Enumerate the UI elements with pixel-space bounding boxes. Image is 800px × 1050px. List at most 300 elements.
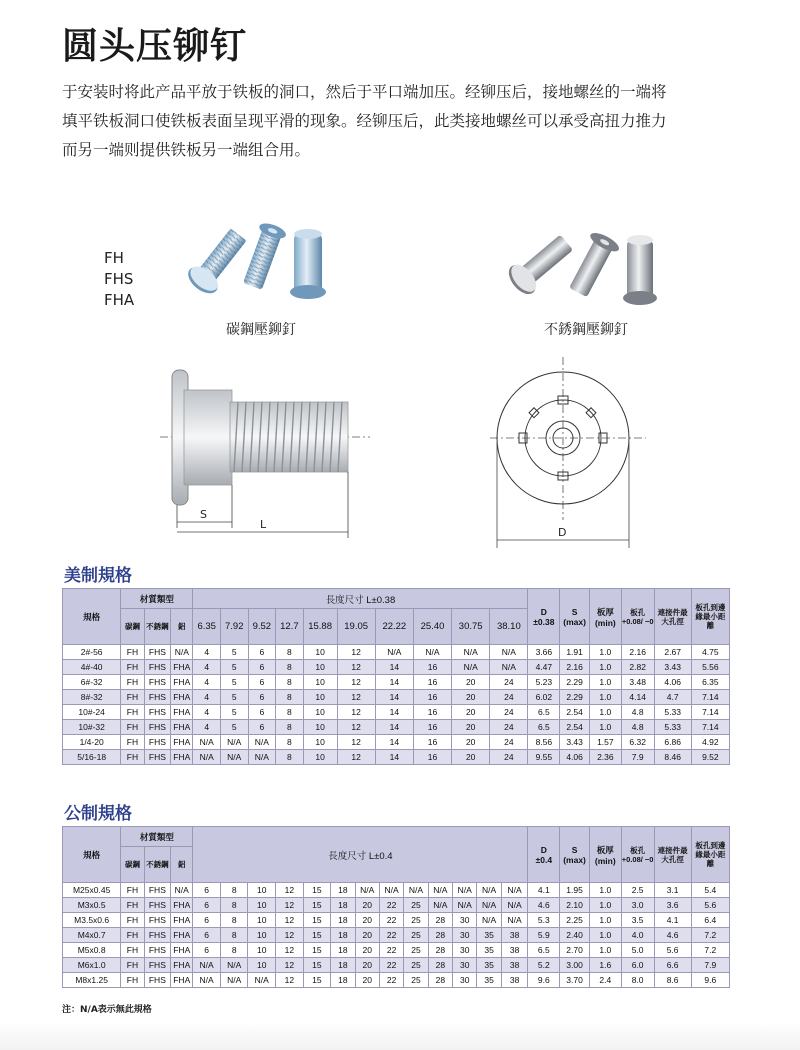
table-cell: 7.9 (691, 958, 729, 973)
table-cell: N/A (193, 958, 221, 973)
hole-header (621, 589, 654, 645)
table-cell: 3.66 (528, 645, 560, 660)
table-cell: FH (121, 645, 144, 660)
table-cell: 4.06 (560, 750, 590, 765)
table-cell: 20 (452, 675, 490, 690)
table-cell: 4#-40 (63, 660, 121, 675)
table-cell: 3.6 (654, 898, 691, 913)
table-cell: 9.52 (691, 750, 729, 765)
table-cell: FHA (171, 958, 193, 973)
table-cell: FH (121, 898, 144, 913)
table-cell: 5.2 (528, 958, 560, 973)
us-section-title: 美制規格 (64, 566, 132, 586)
table-cell: N/A (375, 645, 413, 660)
table-cell: 22 (379, 898, 403, 913)
table-cell: N/A (171, 645, 193, 660)
d-tolerance: ±0.4 (535, 854, 553, 865)
table-cell: 10 (303, 690, 337, 705)
table-cell: FH (121, 943, 144, 958)
table-cell: 16 (413, 735, 451, 750)
table-cell: 20 (355, 958, 379, 973)
table-cell: 28 (428, 928, 452, 943)
table-cell: 10 (248, 943, 276, 958)
table-cell: 25 (404, 943, 428, 958)
table-cell: 6 (193, 928, 221, 943)
aluminum-header: 鋁 (171, 609, 193, 645)
table-cell: 12 (276, 973, 304, 988)
table-cell: 9.6 (528, 973, 560, 988)
table-cell: 3.48 (621, 675, 654, 690)
footnote: 注：N/A表示無此規格 (62, 1005, 152, 1015)
table-cell: 1.0 (589, 898, 621, 913)
table-cell: FHA (171, 943, 193, 958)
table-cell: 20 (452, 690, 490, 705)
table-cell: FHS (144, 928, 171, 943)
carbon-header: 碳鋼 (121, 847, 144, 883)
table-cell: 25 (404, 913, 428, 928)
table-row (63, 943, 730, 958)
table-cell: 10 (303, 660, 337, 675)
table-cell: 1.0 (589, 660, 621, 675)
table-cell: 12 (276, 943, 304, 958)
dimension-d: D (558, 526, 567, 539)
table-cell: FHA (171, 675, 193, 690)
table-cell: FHS (144, 958, 171, 973)
table-cell: 10 (248, 883, 276, 898)
hole-header (621, 827, 654, 883)
thickness-sub: (min) (594, 855, 616, 866)
table-cell: FH (121, 675, 144, 690)
series-label-fh: FH (104, 249, 124, 267)
table-cell: N/A (193, 973, 221, 988)
us-table-body (63, 645, 730, 765)
d-tolerance: ±0.38 (533, 616, 555, 627)
table-cell: 7.14 (691, 705, 729, 720)
table-cell: 5.4 (691, 883, 729, 898)
table-cell: 3.1 (654, 883, 691, 898)
table-cell: FH (121, 690, 144, 705)
s-sub: (max) (563, 854, 586, 865)
table-cell: 10 (303, 720, 337, 735)
table-cell: 12 (337, 750, 375, 765)
table-cell: 18 (331, 928, 355, 943)
table-cell: 8 (276, 660, 304, 675)
d-label: D (540, 606, 547, 617)
table-cell: 6.5 (528, 943, 560, 958)
table-cell: N/A (413, 645, 451, 660)
table-cell: 14 (375, 690, 413, 705)
table-cell: 20 (452, 750, 490, 765)
table-cell: 2.36 (589, 750, 621, 765)
table-cell: 14 (375, 675, 413, 690)
length-col-header: 6.35 (193, 609, 221, 645)
table-cell: 5.0 (621, 943, 654, 958)
table-cell: 4.06 (654, 675, 691, 690)
table-cell: 4 (193, 660, 221, 675)
table-cell: FHA (171, 660, 193, 675)
table-cell: 8 (220, 943, 248, 958)
spec-header: 規格 (63, 589, 121, 645)
length-col-header: 25.40 (413, 609, 451, 645)
length-col-header: 7.92 (220, 609, 248, 645)
table-cell: M3x0.5 (63, 898, 121, 913)
table-cell: 4.7 (654, 690, 691, 705)
table-cell: 12 (337, 675, 375, 690)
edge-header: 板孔到邊緣最小距離 (691, 827, 729, 883)
table-cell: 18 (331, 958, 355, 973)
table-cell: 2.70 (560, 943, 590, 958)
table-cell: 8 (220, 928, 248, 943)
table-cell: 15 (303, 958, 331, 973)
table-cell: 8 (276, 720, 304, 735)
table-cell: 8 (220, 883, 248, 898)
table-cell: 15 (303, 883, 331, 898)
table-cell: FH (121, 913, 144, 928)
table-cell: 7.14 (691, 690, 729, 705)
table-cell: FHS (144, 943, 171, 958)
table-cell: 12 (337, 735, 375, 750)
table-cell: 15 (303, 928, 331, 943)
thickness-header (589, 589, 621, 645)
table-cell: 6.35 (691, 675, 729, 690)
fastener-header: 連接件最大孔徑 (654, 827, 691, 883)
table-cell: N/A (193, 735, 221, 750)
table-cell: N/A (355, 883, 379, 898)
table-cell: M25x0.45 (63, 883, 121, 898)
hole-label: 板孔 (630, 845, 646, 855)
aluminum-header: 鋁 (171, 847, 193, 883)
table-cell: N/A (477, 913, 501, 928)
table-cell: 12 (337, 660, 375, 675)
table-cell: 4.8 (621, 720, 654, 735)
table-cell: FH (121, 883, 144, 898)
table-cell: 8 (220, 898, 248, 913)
table-cell: 20 (355, 943, 379, 958)
table-cell: N/A (501, 898, 528, 913)
table-cell: FHS (144, 660, 171, 675)
table-cell: 10#-32 (63, 720, 121, 735)
table-cell: 24 (490, 690, 528, 705)
table-cell: N/A (490, 645, 528, 660)
metric-spec-table (62, 826, 730, 988)
table-cell: 6.32 (621, 735, 654, 750)
table-cell: 5 (220, 645, 248, 660)
table-cell: 3.00 (560, 958, 590, 973)
carbon-header: 碳鋼 (121, 609, 144, 645)
table-row (63, 898, 730, 913)
table-cell: N/A (248, 750, 276, 765)
table-cell: 4 (193, 690, 221, 705)
table-cell: N/A (404, 883, 428, 898)
table-cell: 10 (248, 928, 276, 943)
table-cell: 14 (375, 735, 413, 750)
table-cell: 6 (248, 720, 276, 735)
dimension-s: S (200, 508, 207, 521)
edge-header: 板孔到邊緣最小距離 (691, 589, 729, 645)
table-cell: FHA (171, 690, 193, 705)
us-spec-table (62, 588, 730, 765)
table-cell: FHS (144, 675, 171, 690)
table-cell: 5.33 (654, 720, 691, 735)
stainless-steel-studs-image (500, 222, 670, 314)
table-cell: 25 (404, 958, 428, 973)
s-header (560, 589, 590, 645)
table-cell: 2.67 (654, 645, 691, 660)
table-cell: 8.0 (621, 973, 654, 988)
table-cell: 28 (428, 913, 452, 928)
length-col-header: 15.88 (303, 609, 337, 645)
table-cell: 20 (355, 973, 379, 988)
dimension-l: L (260, 518, 267, 531)
table-cell: FH (121, 958, 144, 973)
table-cell: 2.40 (560, 928, 590, 943)
table-cell: 10 (248, 958, 276, 973)
table-cell: FHA (171, 705, 193, 720)
table-cell: 2.54 (560, 705, 590, 720)
table-cell: FH (121, 705, 144, 720)
table-cell: 30 (453, 958, 477, 973)
table-cell: M8x1.25 (63, 973, 121, 988)
table-cell: 1.0 (589, 913, 621, 928)
table-cell: 4.47 (528, 660, 560, 675)
table-cell: 22 (379, 913, 403, 928)
table-cell: 2.54 (560, 720, 590, 735)
length-col-header: 22.22 (375, 609, 413, 645)
side-view-drawing (150, 360, 380, 540)
table-cell: 2.25 (560, 913, 590, 928)
table-cell: 35 (477, 943, 501, 958)
table-cell: FH (121, 660, 144, 675)
table-cell: 7.2 (691, 943, 729, 958)
table-cell: 4.92 (691, 735, 729, 750)
table-cell: 12 (276, 898, 304, 913)
table-row (63, 705, 730, 720)
table-cell: 10 (303, 675, 337, 690)
length-col-header: 9.52 (248, 609, 276, 645)
table-cell: N/A (193, 750, 221, 765)
stud-2 (564, 229, 622, 300)
stud-3 (623, 235, 657, 305)
table-cell: 24 (490, 705, 528, 720)
table-cell: N/A (220, 958, 248, 973)
table-cell: 5.6 (691, 898, 729, 913)
table-cell: 35 (477, 973, 501, 988)
table-cell: 5 (220, 675, 248, 690)
series-label-fhs: FHS (104, 270, 134, 288)
table-cell: 9.6 (691, 973, 729, 988)
table-row (63, 690, 730, 705)
table-cell: 20 (355, 898, 379, 913)
table-cell: 24 (490, 750, 528, 765)
table-cell: 1.0 (589, 720, 621, 735)
table-row (63, 675, 730, 690)
table-cell: 1.0 (589, 675, 621, 690)
table-cell: 25 (404, 898, 428, 913)
table-cell: FHS (144, 690, 171, 705)
caption-stainless-steel: 不銹鋼壓鉚釘 (544, 322, 628, 338)
table-cell: N/A (452, 660, 490, 675)
table-cell: N/A (428, 898, 452, 913)
table-cell: N/A (452, 645, 490, 660)
table-cell: 3.43 (654, 660, 691, 675)
table-cell: 1.0 (589, 928, 621, 943)
table-cell: FH (121, 750, 144, 765)
table-cell: 24 (490, 720, 528, 735)
table-cell: N/A (477, 883, 501, 898)
table-cell: N/A (428, 883, 452, 898)
table-cell: 1.91 (560, 645, 590, 660)
table-cell: FHS (144, 645, 171, 660)
table-cell: 12 (276, 958, 304, 973)
table-cell: 20 (355, 913, 379, 928)
table-cell: 8.6 (654, 973, 691, 988)
table-cell: 2#-56 (63, 645, 121, 660)
table-cell: 8 (276, 645, 304, 660)
top-view-drawing (488, 352, 648, 552)
table-cell: 5 (220, 660, 248, 675)
table-cell: 22 (379, 943, 403, 958)
table-cell: 4 (193, 720, 221, 735)
table-cell: 8.46 (654, 750, 691, 765)
table-cell: FHA (171, 720, 193, 735)
table-cell: 25 (404, 973, 428, 988)
table-cell: 8 (276, 705, 304, 720)
table-cell: 35 (477, 928, 501, 943)
table-cell: 5/16-18 (63, 750, 121, 765)
s-header (560, 827, 590, 883)
table-cell: 6 (248, 645, 276, 660)
material-header: 材質類型 (121, 589, 193, 609)
table-cell: 16 (413, 750, 451, 765)
table-cell: 14 (375, 660, 413, 675)
table-cell: 24 (490, 735, 528, 750)
length-col-header: 12.7 (276, 609, 304, 645)
table-cell: 1.0 (589, 645, 621, 660)
caption-carbon-steel: 碳鋼壓鉚釘 (226, 322, 296, 338)
table-cell: 18 (331, 943, 355, 958)
table-cell: FH (121, 928, 144, 943)
table-cell: 6 (193, 883, 221, 898)
stainless-header: 不銹鋼 (144, 609, 171, 645)
description-line: 于安装时将此产品平放于铁板的洞口，然后于平口端加压。经铆压后，接地螺丝的一端将 (62, 83, 667, 101)
page-title: 圆头压铆钉 (62, 26, 248, 67)
table-cell: N/A (453, 898, 477, 913)
table-cell: 2.4 (589, 973, 621, 988)
table-cell: 5.3 (528, 913, 560, 928)
table-cell: 30 (453, 913, 477, 928)
length-col-header: 19.05 (337, 609, 375, 645)
table-cell: 15 (303, 943, 331, 958)
table-cell: 12 (276, 913, 304, 928)
table-row (63, 973, 730, 988)
table-row (63, 913, 730, 928)
table-cell: 10 (248, 898, 276, 913)
table-cell: 5 (220, 720, 248, 735)
table-cell: 2.29 (560, 690, 590, 705)
table-row (63, 645, 730, 660)
s-label: S (571, 844, 578, 855)
table-cell: N/A (501, 913, 528, 928)
table-cell: 5.33 (654, 705, 691, 720)
table-cell: 10 (303, 645, 337, 660)
description-line: 而另一端则提供铁板另一端组合用。 (62, 141, 311, 159)
table-cell: 2.16 (560, 660, 590, 675)
table-cell: 6 (248, 690, 276, 705)
table-cell: 6 (193, 898, 221, 913)
table-cell: 6#-32 (63, 675, 121, 690)
stainless-header: 不銹鋼 (144, 847, 171, 883)
series-label-fha: FHA (104, 291, 135, 309)
table-cell: 10 (248, 913, 276, 928)
table-cell: 1.0 (589, 943, 621, 958)
table-cell: 6 (193, 913, 221, 928)
table-cell: 4.6 (528, 898, 560, 913)
thickness-sub: (min) (594, 617, 616, 628)
table-cell: 1.0 (589, 883, 621, 898)
table-cell: M3.5x0.6 (63, 913, 121, 928)
table-cell: 6.02 (528, 690, 560, 705)
table-cell: 16 (413, 660, 451, 675)
table-cell: 12 (337, 690, 375, 705)
table-cell: 3.70 (560, 973, 590, 988)
fastener-header: 連接件最大孔徑 (654, 589, 691, 645)
table-cell: 6 (248, 675, 276, 690)
length-col-header: 30.75 (452, 609, 490, 645)
table-cell: M4x0.7 (63, 928, 121, 943)
table-cell: 5 (220, 705, 248, 720)
table-cell: 6 (248, 660, 276, 675)
table-cell: FH (121, 735, 144, 750)
table-cell: 20 (452, 720, 490, 735)
table-cell: N/A (220, 750, 248, 765)
table-cell: FH (121, 720, 144, 735)
table-cell: 5 (220, 690, 248, 705)
stud-2 (239, 220, 288, 291)
table-row (63, 883, 730, 898)
table-cell: N/A (220, 735, 248, 750)
table-cell: FHA (171, 928, 193, 943)
table-row (63, 735, 730, 750)
thickness-header (589, 827, 621, 883)
table-cell: 8#-32 (63, 690, 121, 705)
table-cell: 20 (452, 735, 490, 750)
material-header: 材質類型 (121, 827, 193, 847)
table-cell: 7.14 (691, 720, 729, 735)
table-cell: 18 (331, 883, 355, 898)
s-label: S (571, 606, 578, 617)
table-cell: 1/4-20 (63, 735, 121, 750)
table-cell: 22 (379, 928, 403, 943)
table-cell: 30 (453, 973, 477, 988)
table-cell: 8.56 (528, 735, 560, 750)
table-cell: FHS (144, 735, 171, 750)
table-cell: 15 (303, 898, 331, 913)
table-cell: 2.10 (560, 898, 590, 913)
table-cell: 7.2 (691, 928, 729, 943)
table-cell: 4.8 (621, 705, 654, 720)
table-cell: 4.1 (528, 883, 560, 898)
table-cell: 5.56 (691, 660, 729, 675)
table-cell: M6x1.0 (63, 958, 121, 973)
carbon-steel-studs-image (180, 218, 340, 313)
table-cell: 20 (355, 928, 379, 943)
table-cell: N/A (248, 973, 276, 988)
table-cell: 14 (375, 705, 413, 720)
table-cell: 30 (453, 943, 477, 958)
table-cell: 16 (413, 690, 451, 705)
length-col-header: 38.10 (490, 609, 528, 645)
table-cell: 14 (375, 720, 413, 735)
